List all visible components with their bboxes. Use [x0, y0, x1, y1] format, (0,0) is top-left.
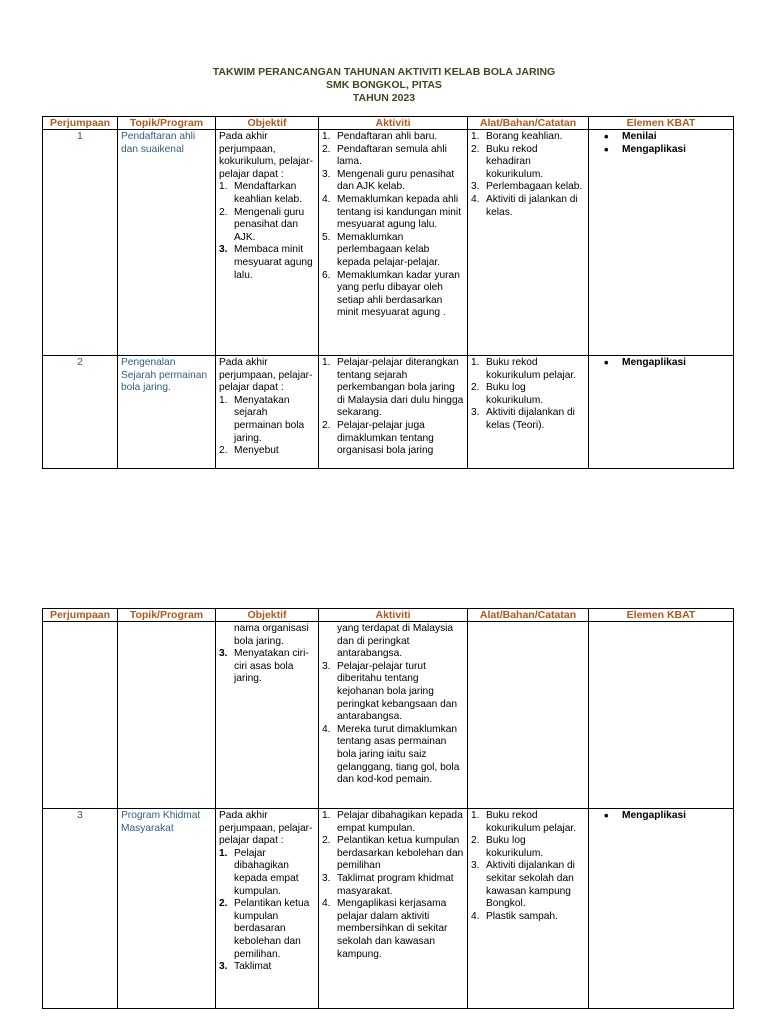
list-item: • Mengaplikasi — [604, 357, 730, 370]
list-item: 6. Memaklumkan kadar yuran yang perlu dibayar oleh setiap ahli berdasarkan minit mesyuarat agung . — [322, 269, 460, 319]
aktiviti-list — [322, 131, 464, 320]
table-row — [43, 622, 734, 809]
objektif-intro: Pada akhir perjumpaan, pelajar-pelajar dapat : — [219, 357, 313, 394]
list-item: • Mengaplikasi — [604, 810, 730, 823]
table-header-row — [43, 117, 734, 130]
list-item: 3. Aktiviti dijalankan di kelas (Teori). — [471, 407, 575, 431]
kbat-list — [592, 357, 730, 370]
aktiviti-list — [322, 810, 464, 961]
list-item: 3. Mengenali guru penasihat dan AJK kelab. — [322, 168, 455, 193]
title-line-2: SMK BONGKOL, PITAS — [326, 79, 442, 91]
list-item: 1. Pendaftaran ahli baru. — [322, 131, 438, 142]
kbat-list — [592, 810, 730, 823]
list-item: 2. Buku rekod kehadiran kokurikulum. — [471, 143, 544, 180]
kbat-list — [592, 131, 730, 156]
cell-aktiviti — [319, 809, 468, 1009]
objektif-list — [219, 848, 315, 974]
list-item: 4. Memaklumkan kepada ahli tentang isi kandungan minit mesyuarat agung lalu. — [322, 193, 462, 231]
header-alat: Alat/Bahan/Catatan — [468, 117, 589, 130]
header-aktiviti: Aktiviti — [319, 609, 468, 622]
title-line-3: TAHUN 2023 — [352, 92, 416, 104]
list-item: 4. Plastik sampah. — [471, 910, 558, 922]
alat-list — [471, 131, 585, 219]
plan-table-page-2 — [42, 608, 734, 1009]
cell-topik: Program Khidmat Masyarakat — [118, 809, 216, 1009]
list-item: 3. Pelajar-pelajar turut diberitahu tentang kejohanan bola jaring peringkat kebangsaan dan antarabangsa. — [322, 660, 458, 723]
list-item: 2. Buku log kokurikulum. — [471, 382, 544, 406]
header-topik: Topik/Program — [118, 117, 216, 130]
header-kbat: Elemen KBAT — [589, 609, 734, 622]
list-item: 4. Mengaplikasi kerjasama pelajar dalam aktiviti membersihkan di sekitar sekolah dan kawasan kampung. — [322, 898, 448, 960]
header-objektif: Objektif — [216, 117, 319, 130]
list-item: 5. Memaklumkan perlembagaan kelab kepada pelajar-pelajar. — [322, 231, 441, 268]
list-item: 1. Buku rekod kokurikulum pelajar. — [471, 810, 577, 834]
table-row — [43, 130, 734, 356]
cell-aktiviti — [319, 622, 468, 809]
list-item: 4. Aktiviti di jalankan di kelas. — [471, 193, 578, 218]
table-header-row — [43, 609, 734, 622]
aktiviti-list — [322, 661, 464, 787]
aktiviti-continued: yang terdapat di Malaysia dan di peringkat antarabangsa. — [337, 623, 454, 660]
list-item: 3. Membaca minit mesyuarat agung lalu. — [219, 244, 313, 281]
list-item: 4. Mereka turut dimaklumkan tentang asas permainan bola jaring iaitu saiz gelanggang, tiang gol, bola dan kod-kod pemain. — [322, 723, 460, 786]
list-item: 1. Mendaftarkan keahlian kelab. — [219, 181, 302, 205]
cell-kbat — [589, 622, 734, 809]
list-item: 2. Pelantikan ketua kumpulan berdasarkan kebolehan dan pemilihan — [322, 835, 464, 872]
list-item: 2. Mengenali guru penasihat dan AJK. — [219, 206, 305, 243]
aktiviti-list — [322, 357, 464, 458]
header-perjumpaan: Perjumpaan — [43, 117, 118, 130]
list-item: 2. Pelantikan ketua kumpulan berdasaran kebolehan dan pemilihan. — [219, 898, 310, 960]
cell-kbat — [589, 809, 734, 1009]
cell-perjumpaan: 2 — [43, 356, 118, 469]
title-line-1: TAKWIM PERANCANGAN TAHUNAN AKTIVITI KELAB BOLA JARING — [212, 66, 556, 78]
cell-aktiviti — [319, 130, 468, 356]
table-row — [43, 809, 734, 1009]
list-item: • Menilai — [604, 131, 730, 144]
cell-objektif — [216, 356, 319, 469]
alat-list — [471, 810, 585, 923]
cell-objektif — [216, 130, 319, 356]
list-item: 1. Menyatakan sejarah permainan bola jaring. — [219, 394, 305, 444]
cell-alat — [468, 809, 589, 1009]
cell-alat — [468, 130, 589, 356]
cell-perjumpaan: 3 — [43, 809, 118, 1009]
cell-topik: Pengenalan Sejarah permainan bola jaring. — [118, 356, 216, 469]
list-item: 1. Pelajar dibahagikan kepada empat kumpulan. — [219, 847, 299, 897]
objektif-list — [219, 181, 315, 282]
list-item: 3. Menyatakan ciri-ciri asas bola jaring. — [219, 648, 309, 685]
header-topik: Topik/Program — [118, 609, 216, 622]
objektif-intro: Pada akhir perjumpaan, pelajar-pelajar dapat : — [219, 810, 313, 847]
list-item: 2. Pelajar-pelajar juga dimaklumkan tentang organisasi bola jaring — [322, 419, 434, 457]
objektif-list — [219, 648, 315, 686]
cell-alat — [468, 356, 589, 469]
header-alat: Alat/Bahan/Catatan — [468, 609, 589, 622]
cell-alat — [468, 622, 589, 809]
header-objektif: Objektif — [216, 609, 319, 622]
list-item: 2. Pendaftaran semula ahli lama. — [322, 143, 447, 168]
document-title — [0, 66, 768, 105]
table-row — [43, 356, 734, 469]
cell-aktiviti — [319, 356, 468, 469]
plan-table-page-1 — [42, 116, 734, 469]
cell-objektif — [216, 622, 319, 809]
alat-list — [471, 357, 585, 433]
cell-objektif — [216, 809, 319, 1009]
cell-topik — [118, 622, 216, 809]
list-item: 3. Aktiviti dijalankan di sekitar sekolah dan kawasan kampung Bongkol. — [471, 860, 575, 910]
list-item: • Mengaplikasi — [604, 144, 730, 157]
list-item: 2. Buku log kokurikulum. — [471, 835, 544, 859]
objektif-continued: nama organisasi bola jaring. — [234, 623, 309, 647]
list-item: 1. Pelajar-pelajar diterangkan tentang sejarah perkembangan bola jaring di Malaysia dari dulu hingga sekarang. — [322, 357, 464, 419]
list-item: 1. Pelajar dibahagikan kepada empat kumpulan. — [322, 810, 463, 834]
header-aktiviti: Aktiviti — [319, 117, 468, 130]
header-kbat: Elemen KBAT — [589, 117, 734, 130]
header-perjumpaan: Perjumpaan — [43, 609, 118, 622]
objektif-intro: Pada akhir perjumpaan, kokurikulum, pelajar-pelajar dapat : — [219, 131, 313, 180]
list-item: 1. Borang keahlian. — [471, 131, 563, 142]
cell-perjumpaan: 1 — [43, 130, 118, 356]
cell-kbat — [589, 130, 734, 356]
list-item: 1. Buku rekod kokurikulum pelajar. — [471, 357, 577, 381]
cell-topik: Pendaftaran ahli dan suaikenal — [118, 130, 216, 356]
cell-perjumpaan — [43, 622, 118, 809]
list-item: 3. Taklimat — [219, 961, 272, 973]
list-item: 3. Perlembagaan kelab. — [471, 181, 583, 193]
list-item: 3. Taklimat program khidmat masyarakat. — [322, 872, 454, 897]
cell-kbat — [589, 356, 734, 469]
list-item: 2. Menyebut — [219, 445, 279, 457]
objektif-list — [219, 395, 315, 458]
